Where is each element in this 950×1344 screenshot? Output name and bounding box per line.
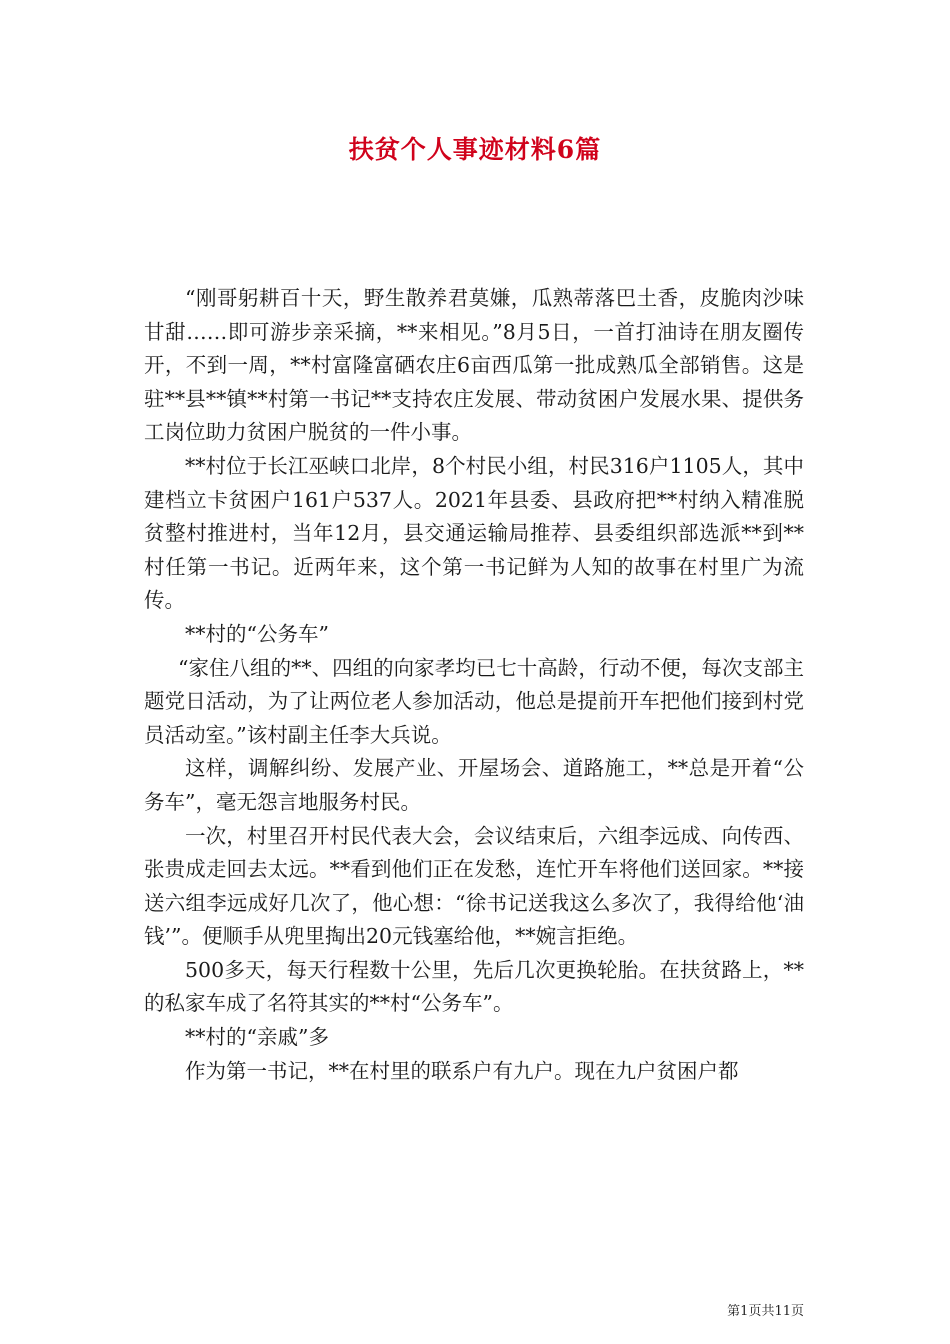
section-heading-official-car: **村的“公务车” bbox=[185, 621, 329, 646]
paragraph-7: 作为第一书记，**在村里的联系户有九户。现在九户贫困户都 bbox=[185, 1058, 739, 1083]
document-title: 扶贫个人事迹材料6篇 bbox=[348, 135, 602, 164]
document-body bbox=[144, 282, 804, 1088]
paragraph-3: “家住八组的**、四组的向家孝均已七十高龄，行动不便，每次支部主题党日活动，为了让两位老人参加活动，他总是提前开车把他们接到村党员活动室。”该村副主任李大兵说。 bbox=[144, 655, 804, 747]
section-heading-relatives: **村的“亲戚”多 bbox=[185, 1025, 329, 1050]
paragraph-6: 500多天，每天行程数十公里，先后几次更换轮胎。在扶贫路上，**的私家车成了名符其实的**村“公务车”。 bbox=[144, 957, 804, 1016]
paragraph-2: **村位于长江巫峡口北岸，8个村民小组，村民316户1105人，其中建档立卡贫困户161户537人。2021年县委、县政府把**村纳入精准脱贫整村推进村，当年12月，县交通运输局推荐、县委组织部选派**到**村任第一书记。近两年来，这个第一书记鲜为人知的故事在村里广为流传。 bbox=[144, 453, 804, 613]
page-footer: 第1页共11页 bbox=[727, 1304, 804, 1319]
paragraph-1: “刚哥躬耕百十天，野生散养君莫嫌，瓜熟蒂落巴土香，皮脆肉沙味甘甜……即可游步亲采摘，**来相见。”8月5日，一首打油诗在朋友圈传开，不到一周，**村富隆富硒农庄6亩西瓜第一批成熟瓜全部销售。这是驻**县**镇**村第一书记**支持农庄发展、带动贫困户发展水果、提供务工岗位助力贫困户脱贫的一件小事。 bbox=[144, 286, 804, 445]
paragraph-5: 一次，村里召开村民代表大会，会议结束后，六组李远成、向传西、张贵成走回去太远。**看到他们正在发愁，连忙开车将他们送回家。**接送六组李远成好几次了，他心想：“徐书记送我这么多次了，我得给他‘油钱’”。便顺手从兜里掏出20元钱塞给他，**婉言拒绝。 bbox=[144, 823, 804, 949]
paragraph-4: 这样，调解纠纷、发展产业、开屋场会、道路施工，**总是开着“公务车”，毫无怨言地服务村民。 bbox=[144, 756, 804, 814]
